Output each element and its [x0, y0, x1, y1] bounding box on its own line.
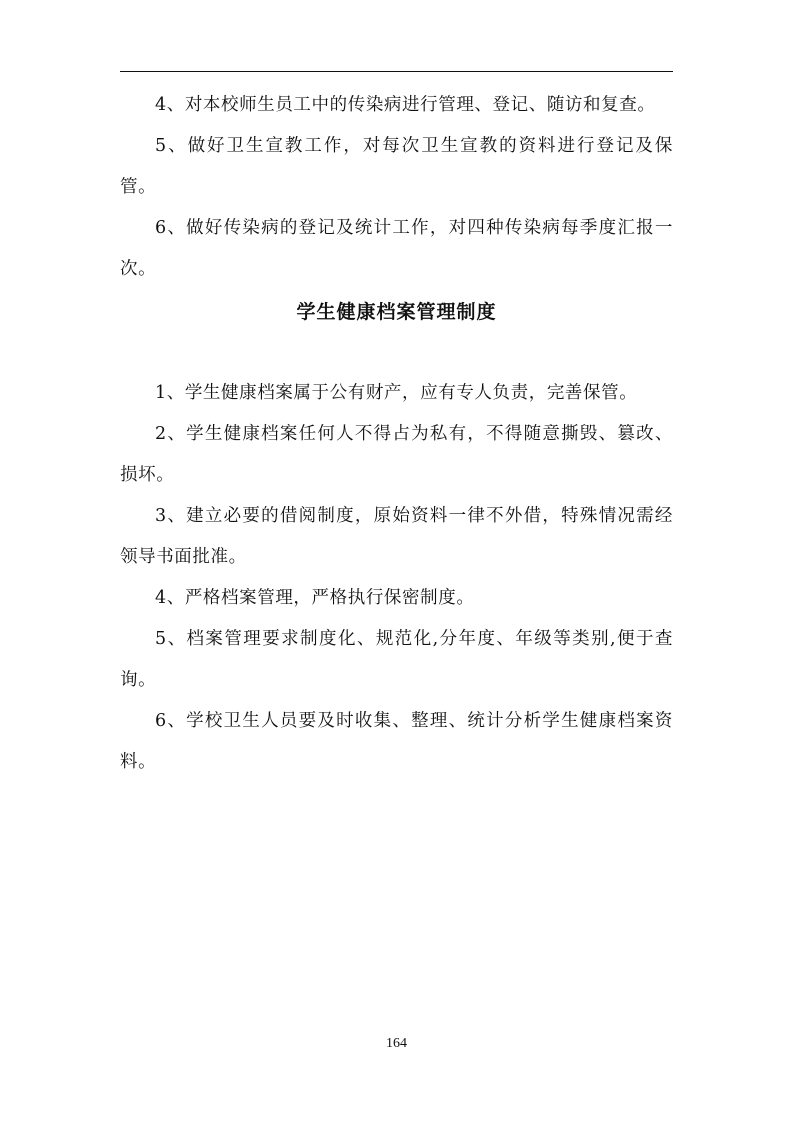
paragraph: 6、做好传染病的登记及统计工作，对四种传染病每季度汇报一次。	[120, 218, 673, 279]
header-rule	[120, 71, 673, 72]
paragraph: 4、对本校师生员工中的传染病进行管理、登记、随访和复查。	[155, 95, 656, 115]
page-content	[120, 85, 673, 783]
page-number: 164	[386, 1036, 407, 1051]
paragraph: 4、严格档案管理，严格执行保密制度。	[155, 588, 475, 608]
section-title: 学生健康档案管理制度	[296, 301, 497, 323]
paragraph: 1、学生健康档案属于公有财产，应有专人负责，完善保管。	[155, 383, 638, 403]
paragraph: 5、做好卫生宣教工作，对每次卫生宣教的资料进行登记及保管。	[120, 136, 673, 197]
paragraph: 6、学校卫生人员要及时收集、整理、统计分析学生健康档案资料。	[120, 711, 673, 772]
paragraph: 5、档案管理要求制度化、规范化,分年度、年级等类别,便于查询。	[120, 629, 673, 690]
spacer	[120, 349, 673, 373]
paragraph: 2、学生健康档案任何人不得占为私有，不得随意撕毁、篡改、损坏。	[120, 424, 673, 485]
paragraph: 3、建立必要的借阅制度，原始资料一律不外借，特殊情况需经领导书面批准。	[120, 506, 673, 567]
